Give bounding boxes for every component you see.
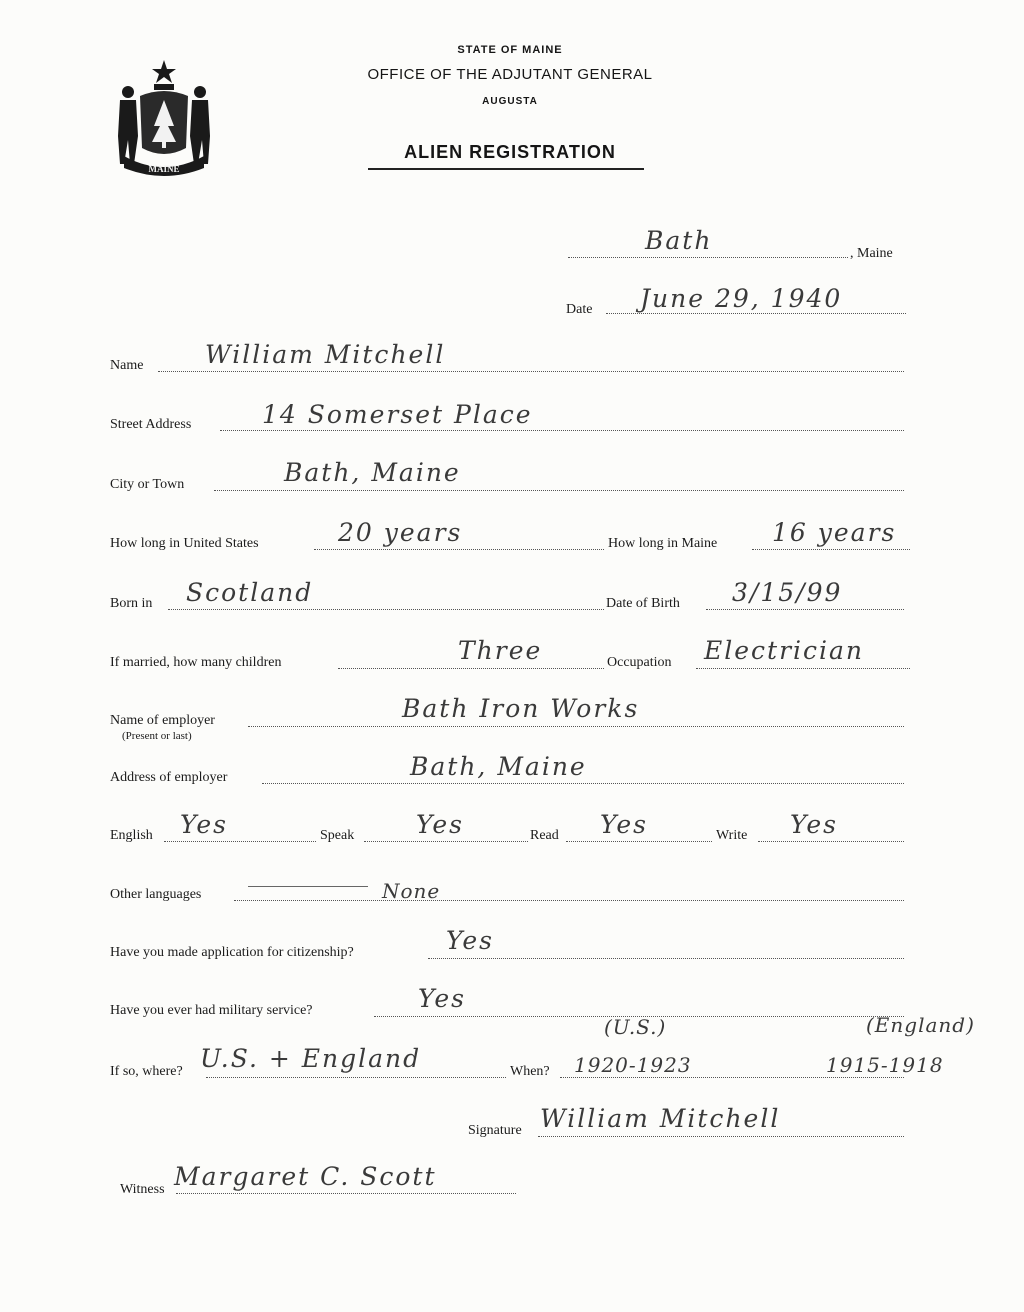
office-heading: OFFICE OF THE ADJUTANT GENERAL (367, 66, 653, 83)
street-address-label: Street Address (110, 417, 192, 432)
read-line (566, 840, 712, 842)
other-languages-value: None (382, 879, 441, 903)
signature-value: William Mitchell (540, 1104, 781, 1133)
city-town-value: Bath, Maine (284, 458, 461, 487)
seal-text: MAINE (148, 164, 180, 174)
witness-line (176, 1192, 516, 1194)
write-label: Write (716, 828, 748, 843)
employer-name-label: Name of employer (110, 713, 215, 728)
how-long-maine-line (752, 548, 910, 550)
occupation-value: Electrician (704, 636, 865, 665)
employer-address-label: Address of employer (110, 770, 228, 785)
witness-value: Margaret C. Scott (174, 1162, 437, 1191)
where-value: U.S. + England (200, 1044, 422, 1073)
dash-stroke (248, 886, 368, 887)
citizenship-line (428, 957, 904, 959)
children-value: Three (458, 636, 543, 665)
citizenship-label: Have you made application for citizenship? (110, 945, 354, 960)
when-us-value: 1920-1923 (574, 1053, 692, 1077)
street-address-value: 14 Somerset Place (262, 400, 533, 429)
city-heading: AUGUSTA (482, 96, 538, 107)
witness-label: Witness (120, 1182, 165, 1197)
children-line (338, 667, 604, 669)
date-value: June 29, 1940 (640, 284, 843, 313)
children-label: If married, how many children (110, 655, 282, 670)
maine-state-seal (110, 56, 218, 182)
speak-line (364, 840, 528, 842)
signature-line (538, 1135, 904, 1137)
how-long-us-label: How long in United States (110, 536, 259, 551)
write-line (758, 840, 904, 842)
other-languages-line (234, 899, 904, 901)
form-title: ALIEN REGISTRATION (404, 142, 616, 162)
how-long-maine-value: 16 years (772, 518, 897, 547)
english-value: Yes (180, 810, 228, 839)
when-england-note: (England) (866, 1013, 975, 1037)
occupation-label: Occupation (607, 655, 672, 670)
born-in-label: Born in (110, 596, 153, 611)
how-long-us-line (314, 548, 604, 550)
english-label: English (110, 828, 153, 843)
how-long-maine-label: How long in Maine (608, 536, 718, 551)
citizenship-value: Yes (446, 926, 494, 955)
employer-name-value: Bath Iron Works (402, 694, 640, 723)
speak-label: Speak (320, 828, 355, 843)
how-long-us-value: 20 years (338, 518, 463, 547)
employer-name-line (248, 725, 904, 727)
city-town-line (214, 489, 904, 491)
born-in-value: Scotland (186, 578, 314, 607)
when-label: When? (510, 1064, 550, 1079)
town-line (568, 256, 848, 258)
date-of-birth-line (706, 608, 904, 610)
when-england-value: 1915-1918 (826, 1053, 944, 1077)
where-label: If so, where? (110, 1064, 183, 1079)
english-line (164, 840, 316, 842)
town-value: Bath (645, 226, 713, 255)
city-town-label: City or Town (110, 477, 185, 492)
speak-value: Yes (416, 810, 464, 839)
name-line (158, 370, 904, 372)
write-value: Yes (790, 810, 838, 839)
employer-address-line (262, 782, 904, 784)
name-label: Name (110, 358, 144, 373)
employer-address-value: Bath, Maine (410, 752, 587, 781)
when-us-note: (U.S.) (604, 1015, 667, 1039)
name-value: William Mitchell (205, 340, 446, 369)
read-label: Read (530, 828, 559, 843)
occupation-line (696, 667, 910, 669)
date-of-birth-value: 3/15/99 (732, 578, 843, 607)
other-languages-label: Other languages (110, 887, 202, 902)
military-label: Have you ever had military service? (110, 1003, 313, 1018)
date-of-birth-label: Date of Birth (606, 596, 680, 611)
employer-note: (Present or last) (122, 730, 192, 742)
where-line (206, 1076, 506, 1078)
signature-label: Signature (468, 1123, 522, 1138)
born-in-line (168, 608, 604, 610)
title-underline (368, 168, 644, 170)
military-value: Yes (418, 984, 466, 1013)
date-label: Date (566, 302, 593, 317)
state-heading: STATE OF MAINE (457, 44, 563, 56)
maine-label: , Maine (850, 246, 893, 261)
read-value: Yes (600, 810, 648, 839)
